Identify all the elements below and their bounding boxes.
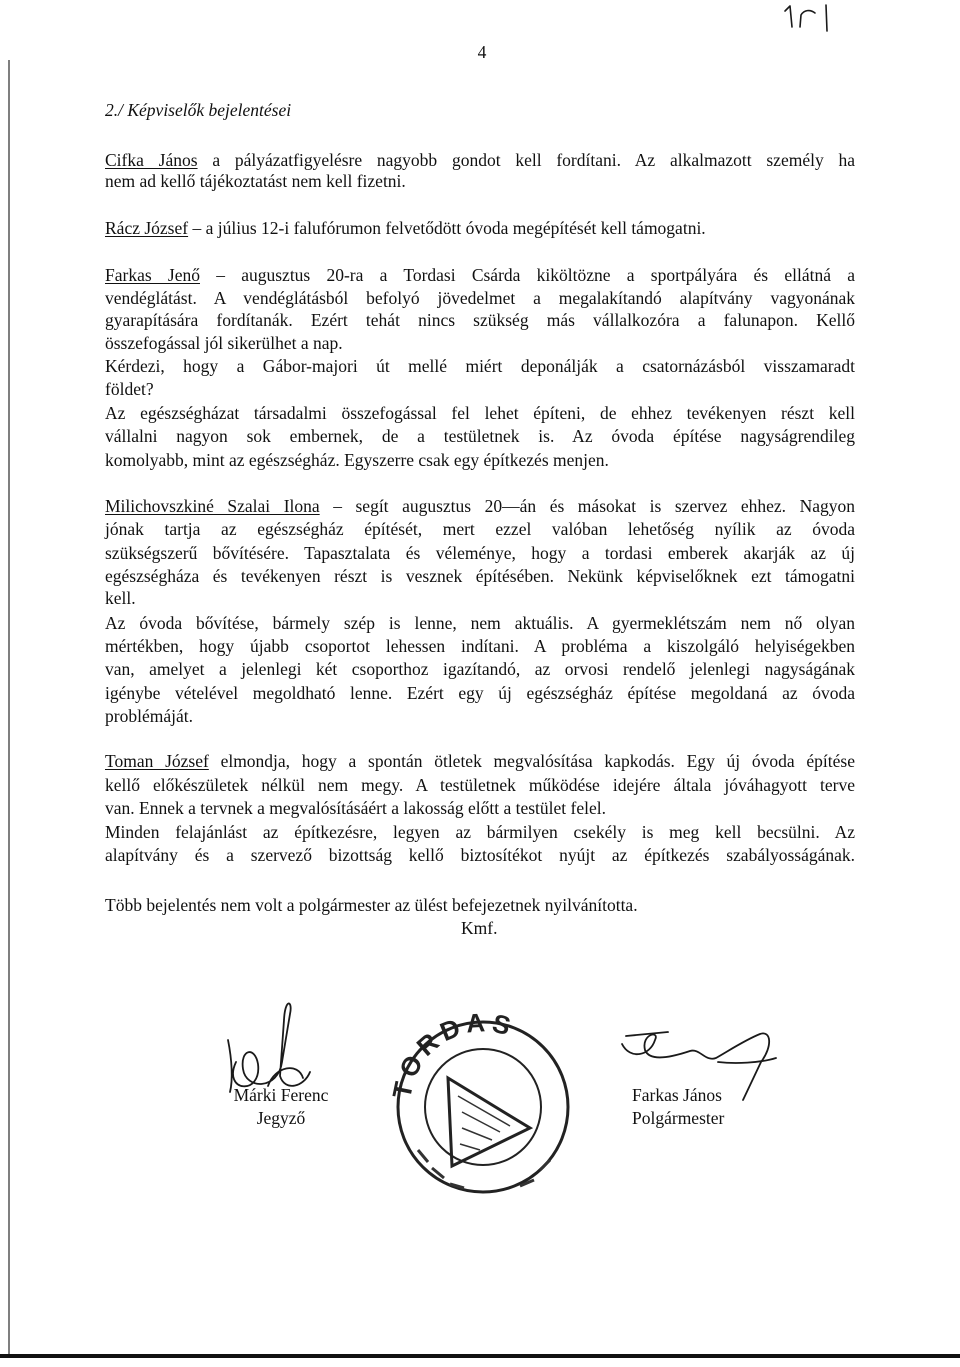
report-text: a pályázatfigyelésre nagyobb gondot kell fordítani. Az alkalmazott személy ha [197, 150, 855, 170]
report-line: van, amelyet a jelenlegi két csoporthoz igazítandó, az orvosi rendelő jelenlegi nagyságának [105, 659, 855, 679]
report-line: mértékben, hogy újabb csoportot lehessen indítani. A probléma a kiszolgáló helyiségekben [105, 636, 855, 656]
notary-signature [228, 1003, 310, 1092]
report-line: Az óvoda bővítése, bármely szép is lenne, nem aktuális. A gyermeklétszám nem nő olyan [105, 613, 855, 633]
report-line: vállalni nagyon sok embernek, de a testületnek is. Az óvoda építése nagyságrendileg [105, 426, 855, 446]
speaker-name: Rácz József [105, 218, 189, 238]
stamp-text: TORDAS [386, 1006, 519, 1101]
report-line [105, 217, 855, 239]
report-line: nem ad kellő tájékoztatást nem kell fizetni. [105, 171, 406, 191]
report-line: földet? [105, 379, 154, 399]
report-line: van. Ennek a tervnek a megvalósításáért a lakosság előtt a testület felel. [105, 798, 606, 818]
page-number: 4 [477, 42, 487, 62]
municipal-stamp [386, 1007, 568, 1192]
report-text: elmondja, hogy a spontán ötletek megvalósítása kapkodás. Egy új óvoda építése [208, 751, 855, 771]
report-text: – augusztus 20-ra a Tordasi Csárda kiköltözne a sportpályára és ellátná a [199, 265, 855, 285]
mayor-title: Polgármester [632, 1108, 725, 1128]
report-line: összefogással jól sikerülhet a nap. [105, 333, 343, 353]
notary-title: Jegyző [256, 1108, 306, 1128]
stamp-hatching [458, 1096, 510, 1150]
notary-name: Márki Ferenc [233, 1085, 329, 1105]
mayor-name: Farkas János [632, 1085, 722, 1105]
speaker-name: Milichovszkiné Szalai Ilona [105, 496, 320, 516]
bottom-border-line [0, 1354, 960, 1358]
report-line: vendéglátást. A vendéglátásból befolyó jövedelmet a megalakítandó alapítvány vagyonának [105, 288, 855, 308]
report-line: egészségháza és tevékenyen részt is vesznek építésében. Nekünk képviselőknek ezt támogatni [105, 566, 855, 586]
report-line: kell. [105, 588, 136, 608]
report-line: Kérdezi, hogy a Gábor-majori út mellé miért deponálják a csatornázásból visszamaradt [105, 356, 855, 376]
report-line: Az egészségházat társadalmi összefogással fel lehet építeni, de ehhez tevékenyen részt kell [105, 403, 855, 423]
stamp-lower-lettering [418, 1150, 550, 1188]
report-line: jónak tartja az egészségház építését, mert ezzel valóban lehetőség nyílik az óvoda [105, 519, 855, 539]
closing-statement: Több bejelentés nem volt a polgármester az ülést befejezetnek nyilvánította. [105, 895, 638, 915]
report-line [105, 149, 855, 171]
report-line: szükségszerű bővítésére. Tapasztalata és véleménye, hogy a tordasi emberek akarják az új [105, 543, 855, 563]
kmf-label: Kmf. [461, 918, 498, 938]
report-line: igénybe vételével megoldható lenne. Ezért egy új egészségház építése megoldaná az óvoda [105, 683, 855, 703]
report-line: komolyabb, mint az egészségház. Egyszerre csak egy építkezés menjen. [105, 450, 609, 470]
speaker-name: Farkas Jenő [105, 265, 200, 285]
report-line: problémáját. [105, 706, 193, 726]
report-line: kellő előkészületek nélkül nem megy. A testületnek működése idejére általa jóváhagyott terve [105, 775, 855, 795]
report-line: alapítvány és a szervező bizottság kellő biztosítékot nyújt az építkezés szabályosságának. [105, 845, 855, 865]
speaker-name: Toman József [105, 751, 209, 771]
report-line: gyarapítására fordítanák. Ezért tehát nincs szükség más vállalkozóra a falunapon. Kellő [105, 310, 855, 330]
report-line [105, 750, 855, 772]
report-line: Minden felajánlást az építkezésre, legyen az bármilyen csekély is meg kell becsülni. Az [105, 822, 855, 842]
report-line [105, 264, 855, 286]
speaker-name: Cifka János [105, 150, 198, 170]
report-text: – segít augusztus 20—án és másokat is szervez ehhez. Nagyon [319, 496, 855, 516]
handwritten-page-mark [785, 5, 827, 31]
stamp-triangle [448, 1078, 530, 1166]
report-text: – a július 12-i falufórumon felvetődött óvoda megépítését kell támogatni. [188, 218, 706, 238]
report-line [105, 495, 855, 517]
section-title: 2./ Képviselők bejelentései [105, 100, 292, 120]
